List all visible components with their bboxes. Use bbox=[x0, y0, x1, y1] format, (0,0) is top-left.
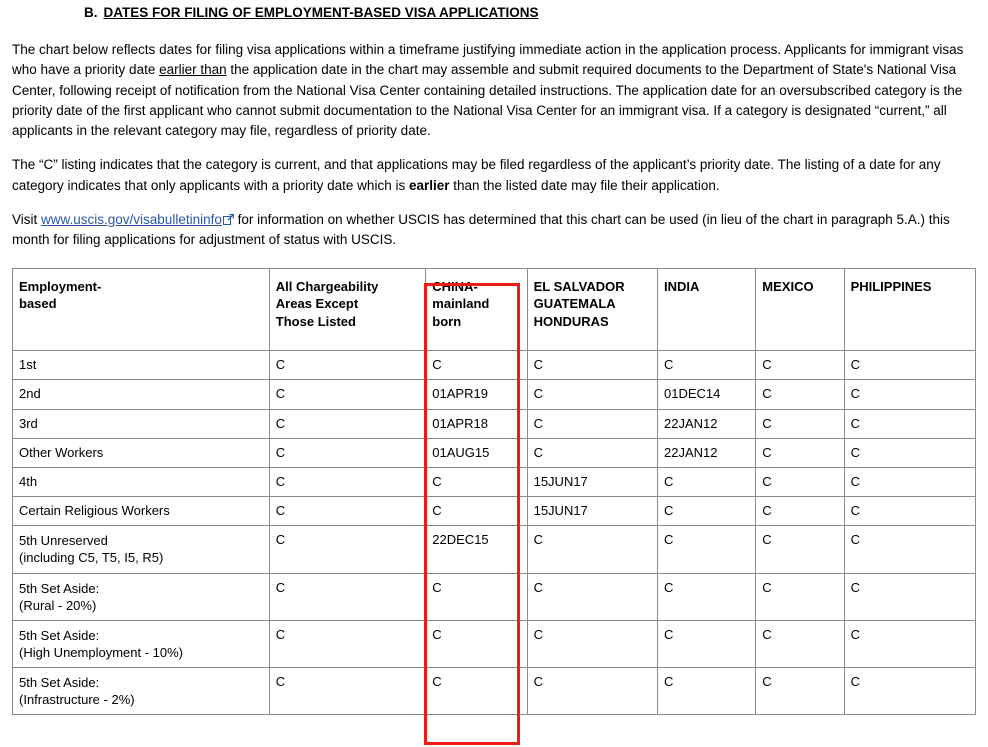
paragraph-c-listing bbox=[12, 155, 974, 196]
external-link-icon bbox=[223, 214, 234, 225]
row-label bbox=[13, 409, 270, 438]
cell-mexico: C bbox=[756, 497, 844, 526]
column-header-all-chargeability-areas bbox=[269, 269, 425, 351]
column-header-philippines bbox=[844, 269, 975, 351]
table-row bbox=[13, 380, 976, 409]
cell-el-salvador-guatemala-honduras: C bbox=[527, 526, 657, 573]
row-label-line: 5th Set Aside: bbox=[19, 675, 100, 691]
cell-india: 01DEC14 bbox=[658, 380, 756, 409]
row-label-line: 2nd bbox=[19, 386, 41, 402]
paragraph-1-text-a: The chart below reflects dates for filing visa applications within a timeframe justifying immediate action in the application process. Applicants for immigrant visas who have a priority date bbox=[12, 42, 964, 78]
cell-india: C bbox=[658, 526, 756, 573]
paragraph-2-emphasis: earlier bbox=[408, 177, 450, 193]
cell-el-salvador-guatemala-honduras: C bbox=[527, 380, 657, 409]
table-row bbox=[13, 409, 976, 438]
cell-all-areas: C bbox=[269, 573, 425, 620]
cell-all-areas: C bbox=[269, 526, 425, 573]
row-label bbox=[13, 351, 270, 380]
table-header-row bbox=[13, 269, 976, 351]
cell-china: C bbox=[426, 497, 527, 526]
cell-china: C bbox=[426, 351, 527, 380]
table-row bbox=[13, 351, 976, 380]
cell-all-areas: C bbox=[269, 409, 425, 438]
row-label bbox=[13, 620, 270, 667]
header-line: EL SALVADOR bbox=[533, 279, 625, 295]
row-label bbox=[13, 467, 270, 496]
header-line: CHINA- bbox=[432, 279, 478, 295]
uscis-visabulletininfo-link[interactable]: www.uscis.gov/visabulletininfo bbox=[41, 211, 222, 227]
header-line: INDIA bbox=[664, 279, 700, 295]
header-line: based bbox=[19, 296, 57, 312]
cell-india: C bbox=[658, 668, 756, 715]
cell-mexico: C bbox=[756, 467, 844, 496]
cell-mexico: C bbox=[756, 668, 844, 715]
paragraph-1-text-b: the application date in the chart may assemble and submit required documents to the Department of State's National Visa Center, following receipt of notification from the National Visa Center containing detailed instructions. The application date for an oversubscribed category is the priority date of the first applicant who cannot submit documentation to the National Visa Center for an immigrant visa. If a category is designated “current,” all applicants in the relevant category may file, regardless of priority date. bbox=[12, 62, 963, 138]
section-heading bbox=[0, 0, 988, 20]
column-header-el-salvador-guatemala-honduras bbox=[527, 269, 657, 351]
header-line: Areas Except bbox=[275, 296, 359, 312]
row-label-line: 5th Unreserved bbox=[19, 533, 108, 549]
cell-china: C bbox=[426, 573, 527, 620]
table-row bbox=[13, 438, 976, 467]
cell-mexico: C bbox=[756, 620, 844, 667]
cell-mexico: C bbox=[756, 573, 844, 620]
cell-all-areas: C bbox=[269, 380, 425, 409]
cell-el-salvador-guatemala-honduras: C bbox=[527, 438, 657, 467]
cell-philippines: C bbox=[844, 573, 975, 620]
paragraph-2-text-b: than the listed date may file their application. bbox=[449, 177, 720, 193]
table-row bbox=[13, 668, 976, 715]
cell-el-salvador-guatemala-honduras: C bbox=[527, 668, 657, 715]
cell-el-salvador-guatemala-honduras: C bbox=[527, 351, 657, 380]
row-label-line: (Rural - 20%) bbox=[19, 597, 97, 613]
cell-mexico: C bbox=[756, 438, 844, 467]
column-header-china-mainland-born bbox=[426, 269, 527, 351]
header-line: Those Listed bbox=[275, 313, 356, 329]
cell-philippines: C bbox=[844, 438, 975, 467]
cell-india: C bbox=[658, 620, 756, 667]
cell-india: C bbox=[658, 467, 756, 496]
cell-all-areas: C bbox=[269, 620, 425, 667]
cell-mexico: C bbox=[756, 526, 844, 573]
cell-el-salvador-guatemala-honduras: C bbox=[527, 620, 657, 667]
cell-el-salvador-guatemala-honduras: C bbox=[527, 409, 657, 438]
cell-india: C bbox=[658, 497, 756, 526]
cell-mexico: C bbox=[756, 351, 844, 380]
table-row bbox=[13, 467, 976, 496]
cell-philippines: C bbox=[844, 497, 975, 526]
cell-india: C bbox=[658, 573, 756, 620]
header-line: HONDURAS bbox=[533, 313, 609, 329]
row-label bbox=[13, 497, 270, 526]
page-title: DATES FOR FILING OF EMPLOYMENT-BASED VISA APPLICATIONS bbox=[103, 5, 539, 20]
row-label-line: (High Unemployment - 10%) bbox=[19, 644, 184, 660]
row-label-line: 5th Set Aside: bbox=[19, 627, 100, 643]
cell-all-areas: C bbox=[269, 497, 425, 526]
cell-philippines: C bbox=[844, 351, 975, 380]
cell-el-salvador-guatemala-honduras: C bbox=[527, 573, 657, 620]
paragraph-uscis-visit bbox=[12, 210, 974, 251]
row-label-line: Other Workers bbox=[19, 444, 104, 460]
table-row bbox=[13, 497, 976, 526]
row-label-line: Certain Religious Workers bbox=[19, 503, 170, 519]
cell-china: C bbox=[426, 467, 527, 496]
paragraph-3-text-b: for information on whether USCIS has determined that this chart can be used (in lieu of the chart in paragraph 5.A.) this month for filing applications for adjustment of status with USCIS. bbox=[12, 211, 950, 247]
row-label-line: 4th bbox=[19, 473, 38, 489]
cell-mexico: C bbox=[756, 409, 844, 438]
cell-china: C bbox=[426, 668, 527, 715]
cell-all-areas: C bbox=[269, 438, 425, 467]
cell-el-salvador-guatemala-honduras: 15JUN17 bbox=[527, 497, 657, 526]
cell-philippines: C bbox=[844, 668, 975, 715]
cell-china: C bbox=[426, 620, 527, 667]
cell-india: 22JAN12 bbox=[658, 438, 756, 467]
table-row bbox=[13, 573, 976, 620]
row-label bbox=[13, 380, 270, 409]
cell-all-areas: C bbox=[269, 351, 425, 380]
paragraph-2-text-a: The “C” listing indicates that the category is current, and that applications may be filed regardless of the applicant’s priority date. The listing of a date for any category indicates that only applicants with a priority date which is bbox=[12, 157, 941, 193]
employment-based-filing-dates-table bbox=[12, 268, 976, 715]
header-line: PHILIPPINES bbox=[850, 279, 932, 295]
paragraph-3-text-a: Visit bbox=[12, 211, 42, 227]
cell-all-areas: C bbox=[269, 668, 425, 715]
row-label-line: (including C5, T5, I5, R5) bbox=[19, 550, 164, 566]
header-line: MEXICO bbox=[762, 279, 814, 295]
row-label bbox=[13, 526, 270, 573]
cell-philippines: C bbox=[844, 620, 975, 667]
cell-el-salvador-guatemala-honduras: 15JUN17 bbox=[527, 467, 657, 496]
cell-philippines: C bbox=[844, 526, 975, 573]
cell-india: 22JAN12 bbox=[658, 409, 756, 438]
row-label-line: 1st bbox=[19, 357, 37, 373]
cell-china: 01APR19 bbox=[426, 380, 527, 409]
paragraph-filing-dates bbox=[12, 40, 974, 141]
section-letter: B. bbox=[84, 5, 98, 20]
column-header-mexico bbox=[756, 269, 844, 351]
body-text bbox=[0, 40, 988, 250]
paragraph-1-emphasis: earlier than bbox=[159, 62, 227, 78]
header-line: Employment- bbox=[19, 279, 102, 295]
table-row bbox=[13, 620, 976, 667]
cell-all-areas: C bbox=[269, 467, 425, 496]
cell-china: 01AUG15 bbox=[426, 438, 527, 467]
cell-china: 22DEC15 bbox=[426, 526, 527, 573]
table-row bbox=[13, 526, 976, 573]
header-line: GUATEMALA bbox=[533, 296, 616, 312]
row-label-line: (Infrastructure - 2%) bbox=[19, 692, 135, 708]
row-label bbox=[13, 438, 270, 467]
cell-mexico: C bbox=[756, 380, 844, 409]
cell-philippines: C bbox=[844, 467, 975, 496]
cell-philippines: C bbox=[844, 380, 975, 409]
row-label-line: 5th Set Aside: bbox=[19, 580, 100, 596]
column-header-employment-based bbox=[13, 269, 270, 351]
header-line: born bbox=[432, 313, 462, 329]
column-header-india bbox=[658, 269, 756, 351]
cell-china: 01APR18 bbox=[426, 409, 527, 438]
cell-india: C bbox=[658, 351, 756, 380]
header-line: mainland bbox=[432, 296, 490, 312]
row-label bbox=[13, 668, 270, 715]
header-line: All Chargeability bbox=[275, 279, 379, 295]
cell-philippines: C bbox=[844, 409, 975, 438]
row-label-line: 3rd bbox=[19, 415, 38, 431]
row-label bbox=[13, 573, 270, 620]
